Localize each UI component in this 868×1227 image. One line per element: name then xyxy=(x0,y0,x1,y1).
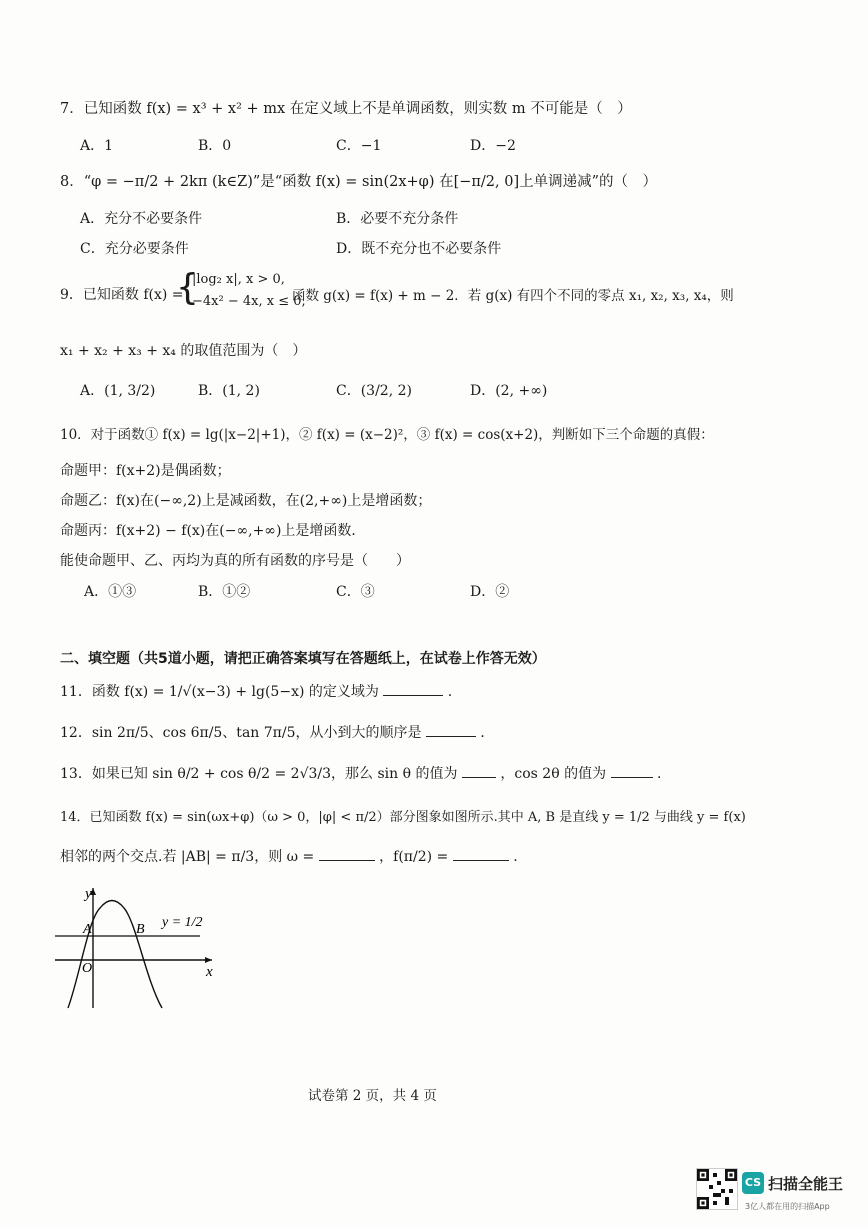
q14-end: . xyxy=(513,849,518,865)
q10-option-d: D．② xyxy=(470,584,510,600)
q7-option-b: B．0 xyxy=(198,138,232,154)
qr-code xyxy=(696,1168,738,1210)
q11-line xyxy=(60,681,452,701)
brand-badge: CS xyxy=(742,1172,764,1194)
q8-option-b: B．必要不充分条件 xyxy=(336,211,459,227)
q9-case-1: |log₂ x|, x > 0, xyxy=(192,272,285,287)
q14-stem-b: 相邻的两个交点.若 |AB| = π/3，则 ω = xyxy=(60,849,315,865)
q8-stem: 8．“φ = −π/2 + 2kπ (k∈Z)”是“函数 f(x) = sin(2x+φ) 在[−π/2, 0]上单调递减”的（ ） xyxy=(60,174,658,190)
q10-prop-c: 命题丙：f(x+2) − f(x)在(−∞,+∞)上是增函数． xyxy=(60,523,366,539)
q10-prop-a: 命题甲：f(x+2)是偶函数； xyxy=(60,463,231,479)
x-axis-arrow xyxy=(205,957,212,963)
q14-answer-blank-2 xyxy=(453,846,509,861)
q8-option-c: C．充分必要条件 xyxy=(80,241,189,257)
point-b-label: B xyxy=(136,922,145,937)
point-a-label: A xyxy=(83,922,92,937)
q11-end: . xyxy=(447,684,453,700)
brand-name: 扫描全能王 xyxy=(768,1175,844,1193)
q14-stem-c: ，f(π/2) = xyxy=(379,849,449,865)
q10-ask: 能使命题甲、乙、丙均为真的所有函数的序号是（ ） xyxy=(60,553,410,569)
q11-text: 11．函数 f(x) = 1/√(x−3) + lg(5−x) 的定义域为 xyxy=(60,684,379,700)
q10-option-a: A．①③ xyxy=(84,584,137,600)
q9-stem-c: x₁ + x₂ + x₃ + x₄ 的取值范围为（ ） xyxy=(60,343,307,359)
q10-stem: 10．对于函数① f(x) = lg(|x−2|+1)，② f(x) = (x−2)²，③ f(x) = cos(x+2)，判断如下三个命题的真假： xyxy=(60,427,714,443)
q12-end: ． xyxy=(480,725,495,741)
section-2-heading: 二、填空题（共5道小题，请把正确答案填写在答题纸上，在试卷上作答无效） xyxy=(60,651,546,667)
q7-option-a: A．1 xyxy=(80,138,114,154)
page-footer: 试卷第 2 页，共 4 页 xyxy=(308,1088,437,1104)
q13-answer-blank-1 xyxy=(462,763,496,778)
q13-text: 13．如果已知 sin θ/2 + cos θ/2 = 2√3/3，那么 sin θ 的值为 xyxy=(60,766,458,782)
q12-text: 12．sin 2π/5、cos 6π/5、tan 7π/5，从小到大的顺序是 xyxy=(60,725,422,741)
brand-tagline: 3亿人都在用的扫描App xyxy=(745,1202,830,1211)
q10-option-c: C．③ xyxy=(336,584,375,600)
origin-label: O xyxy=(82,961,93,976)
x-axis-label: x xyxy=(206,964,213,980)
q10-option-b: B．①② xyxy=(198,584,251,600)
q14-answer-blank-1 xyxy=(319,846,375,861)
q9-option-c: C．(3/2, 2) xyxy=(336,383,412,399)
q9-option-d: D．(2, +∞) xyxy=(470,383,548,399)
q9-brace: { xyxy=(176,267,199,308)
q13-text-2: ，cos 2θ 的值为 xyxy=(500,766,607,782)
q9-option-a: A．(1, 3/2) xyxy=(80,383,156,399)
q9-stem-b: 函数 g(x) = f(x) + m − 2．若 g(x) 有四个不同的零点 x₁, x₂, x₃, x₄，则 xyxy=(292,288,734,304)
q7-option-d: D．−2 xyxy=(470,138,516,154)
q12-line xyxy=(60,722,494,742)
q9-option-b: B．(1, 2) xyxy=(198,383,260,399)
q7-stem: 7．已知函数 f(x) = x³ + x² + mx 在定义域上不是单调函数，则实数 m 不可能是（ ） xyxy=(60,101,632,117)
q14-line-2 xyxy=(60,846,518,866)
q13-line xyxy=(60,763,661,783)
q9-stem-a: 9．已知函数 f(x) = xyxy=(60,287,184,303)
line-y-half-label: y = 1/2 xyxy=(162,915,203,930)
q12-answer-blank xyxy=(426,722,476,737)
q14-stem-a: 14．已知函数 f(x) = sin(ωx+φ)（ω > 0，|φ| < π/2）部分图象如图所示.其中 A, B 是直线 y = 1/2 与曲线 y = f(x) xyxy=(60,810,746,825)
q14-graph xyxy=(50,880,230,1015)
q13-answer-blank-2 xyxy=(611,763,653,778)
q8-option-a: A．充分不必要条件 xyxy=(80,211,203,227)
q7-option-c: C．−1 xyxy=(336,138,382,154)
q13-end: . xyxy=(657,766,662,782)
q10-prop-b: 命题乙：f(x)在(−∞,2)上是减函数，在(2,+∞)上是增函数； xyxy=(60,493,432,509)
q9-case-2: −4x² − 4x, x ≤ 0, xyxy=(192,294,306,309)
sine-curve xyxy=(68,901,162,1009)
q8-option-d: D．既不充分也不必要条件 xyxy=(336,241,502,257)
y-axis-label: y xyxy=(85,886,92,902)
q11-answer-blank xyxy=(383,681,443,696)
